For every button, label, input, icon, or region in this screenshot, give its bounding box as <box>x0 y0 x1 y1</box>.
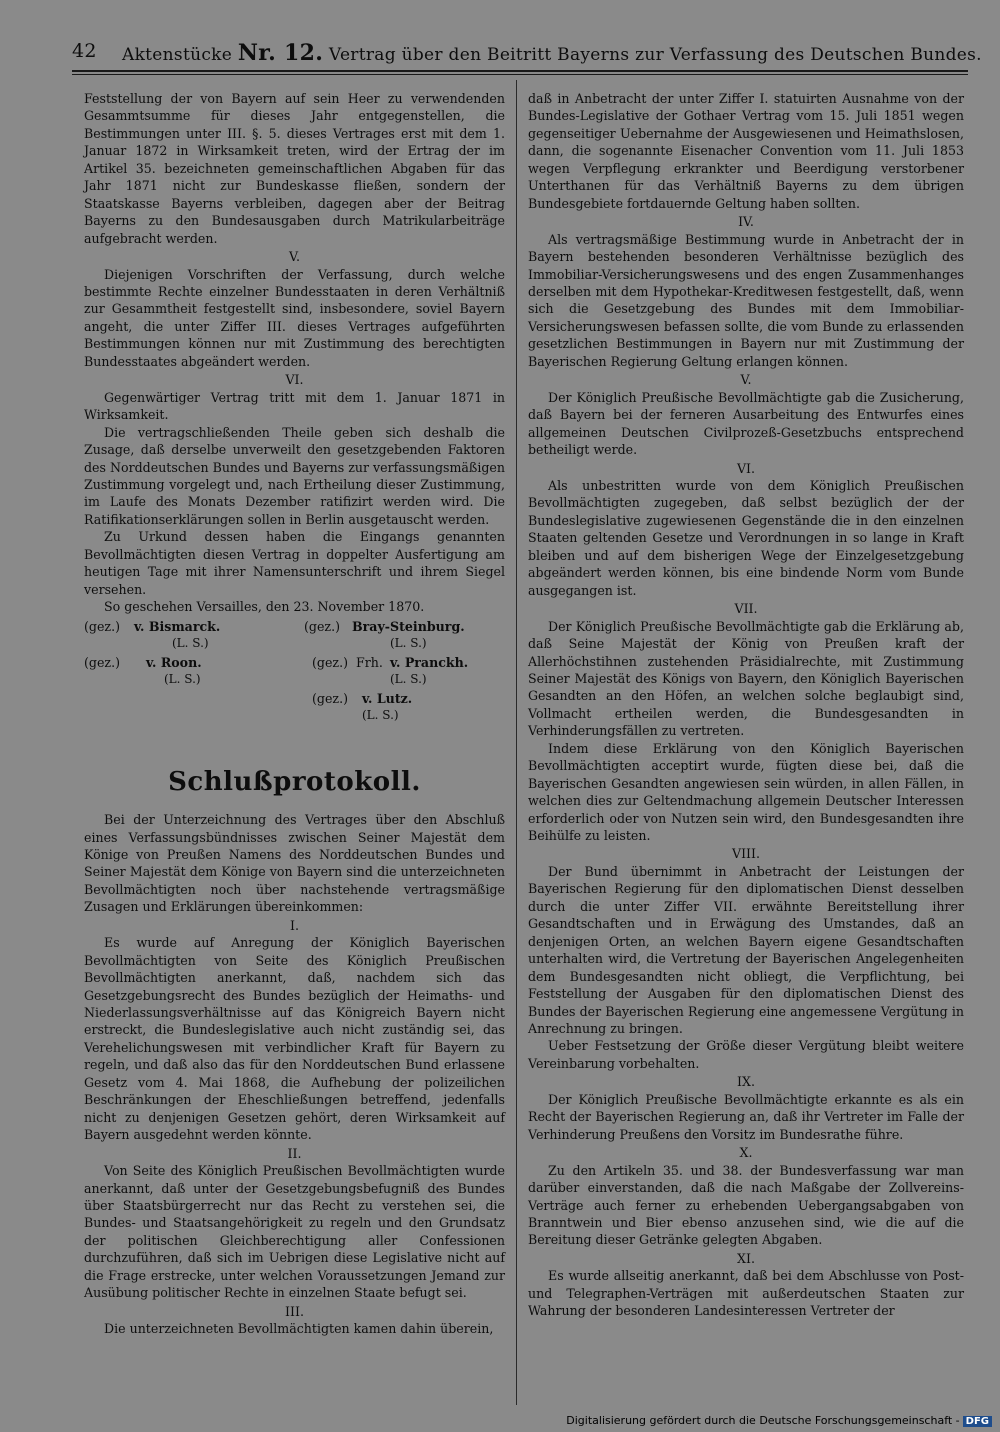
gez-label: (gez.) <box>304 618 340 634</box>
page-header <box>72 40 982 68</box>
paragraph-ix: Der Königlich Preußische Bevollmächtigte erkannte es als ein Recht der Bayerischen Regierung an, daß ihr Vertreter im Falle der Verhinderung Preußens den Vorsitz im Bundesrathe führe. <box>528 1091 964 1142</box>
section-heading-v: V. <box>740 372 752 388</box>
paragraph-iii: Die unterzeichneten Bevollmächtigten kamen dahin überein, <box>104 1321 494 1337</box>
gez-label: (gez.) <box>84 618 120 634</box>
protocol-title: Schlußprotokoll. <box>168 766 421 797</box>
paragraph-x: Zu den Artikeln 35. und 38. der Bundesverfassung war man darüber einverstanden, daß die nach Maßgabe der Zollvereins-Verträge auch ferner zu erhebenden Uebergangsabgaben von Branntwein und Bier ebenso anzusehen sind, wie die auf die Bereitung dieser Getränke gelegten Abgaben. <box>528 1162 964 1248</box>
section-heading-ii: II. <box>287 1145 302 1161</box>
paragraph-vii-1: Der Königlich Preußische Bevollmächtigte gab die Erklärung ab, daß Seine Majestät der König von Preußen kraft der Allerhöchstihnen zustehenden Präsidialrechte, mit Zustimmung Seiner Majestät des Königs von Bayern, den Königlich Bayerischen Gesandten an den Höfen, an welchen solche beglaubigt sind, Vollmacht ertheilen werden, die Bundesgesandten in Verhinderungsfällen zu vertreten. <box>528 618 964 739</box>
header-rule <box>72 70 968 72</box>
signatory-lutz: v. Lutz. <box>362 690 413 706</box>
paragraph-iv: Als vertragsmäßige Bestimmung wurde in Anbetracht der in Bayern bestehenden besonderen Verhältnisse bezüglich des Immobiliar-Versicherungswesens und des engen Zusammenhanges derselben mit dem Hypothekar-Kreditwesen festgestellt, daß, wenn sich die Gesetzgebung des Bundes mit dem Immobiliar-Versicherungswesen befassen sollte, die vom Bunde zu erlassenden gesetzlichen Bestimmungen in Bayern nur mit Zustimmung der Bayerischen Regierung Geltung erlangen können. <box>528 231 964 369</box>
paragraph-viii-1: Der Bund übernimmt in Anbetracht der Leistungen der Bayerischen Regierung für den diplomatischen Dienst desselben durch die unter Ziffer VII. erwähnte Bereitstellung ihrer Gesandtschaften und in Erwägung des Umstandes, daß an denjenigen Orten, an welchen Bayern eigene Gesandtschaften unterhalten wird, die Vertretung der Bayerischen Angelegenheiten dem Bundesgesandten nicht obliegt, die Verpflichtung, bei Feststellung der Ausgaben für den diplomatischen Dienst des Bundes der Bayerischen Regierung eine angemessene Vergütung in Anrechnung zu bringen. <box>528 863 964 1037</box>
section-heading-vi: VI. <box>285 372 304 388</box>
signing-date: So geschehen Versailles, den 23. November 1870. <box>104 599 425 615</box>
paragraph-vi-1: Gegenwärtiger Vertrag tritt mit dem 1. Januar 1871 in Wirksamkeit. <box>84 389 505 423</box>
section-heading-v: V. <box>289 249 300 265</box>
signatory-title: Frh. <box>356 654 383 670</box>
seal-mark: (L. S.) <box>390 671 427 686</box>
paragraph-viii-2: Ueber Festsetzung der Größe dieser Vergütung bleibt weitere Vereinbarung vorbehalten. <box>528 1038 964 1071</box>
paragraph-xi: Es wurde allseitig anerkannt, daß bei dem Abschlusse von Post- und Telegraphen-Verträgen mit außerdeutschen Staaten zur Wahrung der besonderen Landesinteressen Vertreter der <box>528 1268 964 1319</box>
signatory-bray-steinburg: Bray-Steinburg. <box>352 618 465 634</box>
paragraph-i: Es wurde auf Anregung der Königlich Bayerischen Bevollmächtigten von Seite des Königlich Preußischen Bevollmächtigten anerkannt, daß, nachdem sich das Gesetzgebungsrecht des Bundes bezüglich der Heimaths- und Niederlassungsverhältnisse auf das Königreich Bayern nicht erstreckt, die Bundeslegislative auch nicht zuständig sei, das Verehelichungswesen mit verbindlicher Kraft für Bayern zu regeln, und daß also das für den Norddeutschen Bund erlassene Gesetz vom 4. Mai 1868, die Aufhebung der polizeilichen Beschränkungen der Eheschließungen betreffend, jedenfalls nicht zu denjenigen Gesetzen gehört, deren Wirksamkeit auf Bayern ausgedehnt werden könnte. <box>84 935 505 1143</box>
paragraph-vii-2: Indem diese Erklärung von den Königlich Bayerischen Bevollmächtigten acceptirt wurde, fügten diese bei, daß die Bayerischen Gesandten angewiesen sein würden, in allen Fällen, in welchen dies zur Geltendmachung allgemein Deutscher Interessen erforderlich oder von Nutzen sein wird, den Bundesgesandten ihre Beihülfe zu leisten. <box>528 740 964 844</box>
signatory-roon: v. Roon. <box>146 654 202 670</box>
paragraph-protocol-intro: Bei der Unterzeichnung des Vertrages über den Abschluß eines Verfassungsbündnisses zwischen Seiner Majestät dem Könige von Preußen Namens des Norddeutschen Bundes und Seiner Majestät dem Könige von Bayern sind die unterzeichneten Bevollmächtigten noch über nachstehende vertragsmäßige Zusagen und Erklärungen übereinkommen: <box>84 812 505 915</box>
left-column <box>84 90 505 1338</box>
header-rule-thin <box>72 74 968 75</box>
title-number: Nr. 12. <box>237 40 324 66</box>
paragraph-v: Der Königlich Preußische Bevollmächtigte gab die Zusicherung, daß Bayern bei der ferneren Ausarbeitung des Entwurfes eines allgemeinen Deutschen Civilprozeß-Gesetzbuchs entsprechend betheiligt werde. <box>528 389 964 458</box>
gez-label: (gez.) <box>84 654 120 670</box>
paragraph-vi: Als unbestritten wurde von dem Königlich Preußischen Bevollmächtigten zugegeben, daß selbst bezüglich der der Bundeslegislative zugewiesenen Gegenstände die in den einzelnen Staaten geltenden Gesetze und Verordnungen in so lange in Kraft bleiben und auf dem bisherigen Wege der Einzelgesetzgebung abgeändert werden können, bis eine bindende Norm vom Bunde ausgegangen ist. <box>528 477 964 598</box>
dfg-logo: DFG <box>963 1416 992 1427</box>
paragraph-v: Diejenigen Vorschriften der Verfassung, durch welche bestimmte Rechte einzelner Bundesstaaten in deren Verhältniß zur Gesammtheit festgestellt sind, insbesondere, soviel Bayern angeht, die unter Ziffer III. dieses Vertrages aufgeführten Bestimmungen können nur mit Zustimmung des berechtigten Bundesstaates abgeändert werden. <box>84 266 505 369</box>
section-heading-i: I. <box>290 917 299 933</box>
section-heading-viii: VIII. <box>731 846 761 862</box>
title-prefix: Aktenstücke <box>122 45 233 65</box>
paragraph-intro-right: daß in Anbetracht der unter Ziffer I. statuirten Ausnahme von der Bundes-Legislative der Gothaer Vertrag vom 15. Juli 1851 wegen gegenseitiger Uebernahme der Ausgewiesenen und Heimathslosen, dann, die sogenannte Eisenacher Convention vom 11. Juli 1853 wegen Verpflegung erkrankter und Beerdigung verstorbener Unterthanen für das Verhältniß Bayerns zu dem übrigen Bundesgebiete fortdauernde Geltung haben sollten. <box>528 91 964 211</box>
column-divider <box>516 80 517 1405</box>
section-heading-iv: IV. <box>738 214 754 230</box>
paragraph-intro-left: Feststellung der von Bayern auf sein Heer zu verwendenden Gesammtsumme für dieses Jahr entgegenstellen, die Bestimmungen unter III. §. 5. dieses Vertrages erst mit dem 1. Januar 1872 in Wirksamkeit treten, wird der Ertrag der im Artikel 35. bezeichneten gemeinschaftlichen Abgaben für das Jahr 1871 nicht zur Bundeskasse fließen, sondern der Staatskasse Bayerns verbleiben, dagegen aber der Beitrag Bayerns zu den Bundesausgaben durch Matrikularbeiträge aufgebracht werden. <box>84 91 505 246</box>
paragraph-vi-2: Die vertragschließenden Theile geben sich deshalb die Zusage, daß derselbe unverweilt den gesetzgebenden Faktoren des Norddeutschen Bundes und Bayerns zur verfassungsmäßigen Zustimmung vorgelegt und, nach Ertheilung dieser Zustimmung, im Laufe des Monats Dezember ratifizirt werden wird. Die Ratifikationserklärungen sollen in Berlin ausgetauscht werden. <box>84 424 505 527</box>
seal-mark: (L. S.) <box>172 635 209 650</box>
section-heading-x: X. <box>739 1145 753 1161</box>
signatory-pranckh: v. Pranckh. <box>390 654 469 670</box>
seal-mark: (L. S.) <box>362 707 399 722</box>
page-number: 42 <box>72 40 97 62</box>
paragraph-ii: Von Seite des Königlich Preußischen Bevollmächtigten wurde anerkannt, daß unter der Gesetzgebungsbefugniß des Bundes über Staatsbürgerrecht nur das Recht zu verstehen sei, die Bundes- und Staatsangehörigkeit zu regeln und den Grundsatz der politischen Gleichberechtigung aller Confessionen durchzuführen, daß sich im Uebrigen diese Legislative nicht auf die Frage erstrecke, unter welchen Voraussetzungen Jemand zur Ausübung politischer Rechte in einzelnen Staate befugt sei. <box>84 1163 505 1301</box>
seal-mark: (L. S.) <box>164 671 201 686</box>
section-heading-vii: VII. <box>734 601 758 617</box>
gez-label: (gez.) <box>312 690 348 706</box>
signatory-bismarck: v. Bismarck. <box>134 618 221 634</box>
paragraph-vi-3: Zu Urkund dessen haben die Eingangs genannten Bevollmächtigten diesen Vertrag in doppelter Ausfertigung am heutigen Tage mit ihrer Namensunterschrift und ihrem Siegel versehen. <box>84 529 505 597</box>
seal-mark: (L. S.) <box>390 635 427 650</box>
signature-block <box>84 616 505 740</box>
footer-text: Digitalisierung gefördert durch die Deutsche Forschungsgemeinschaft - <box>566 1414 960 1427</box>
section-heading-iii: III. <box>285 1303 304 1319</box>
title-text: Vertrag über den Beitritt Bayerns zur Verfassung des Deutschen Bundes. <box>328 45 982 65</box>
gez-label: (gez.) <box>312 654 348 670</box>
running-title <box>122 40 982 66</box>
digitization-footer <box>566 1414 992 1427</box>
right-column <box>528 90 964 1320</box>
section-heading-ix: IX. <box>737 1074 755 1090</box>
section-heading-vi: VI. <box>736 460 756 476</box>
section-heading-xi: XI. <box>737 1250 755 1266</box>
